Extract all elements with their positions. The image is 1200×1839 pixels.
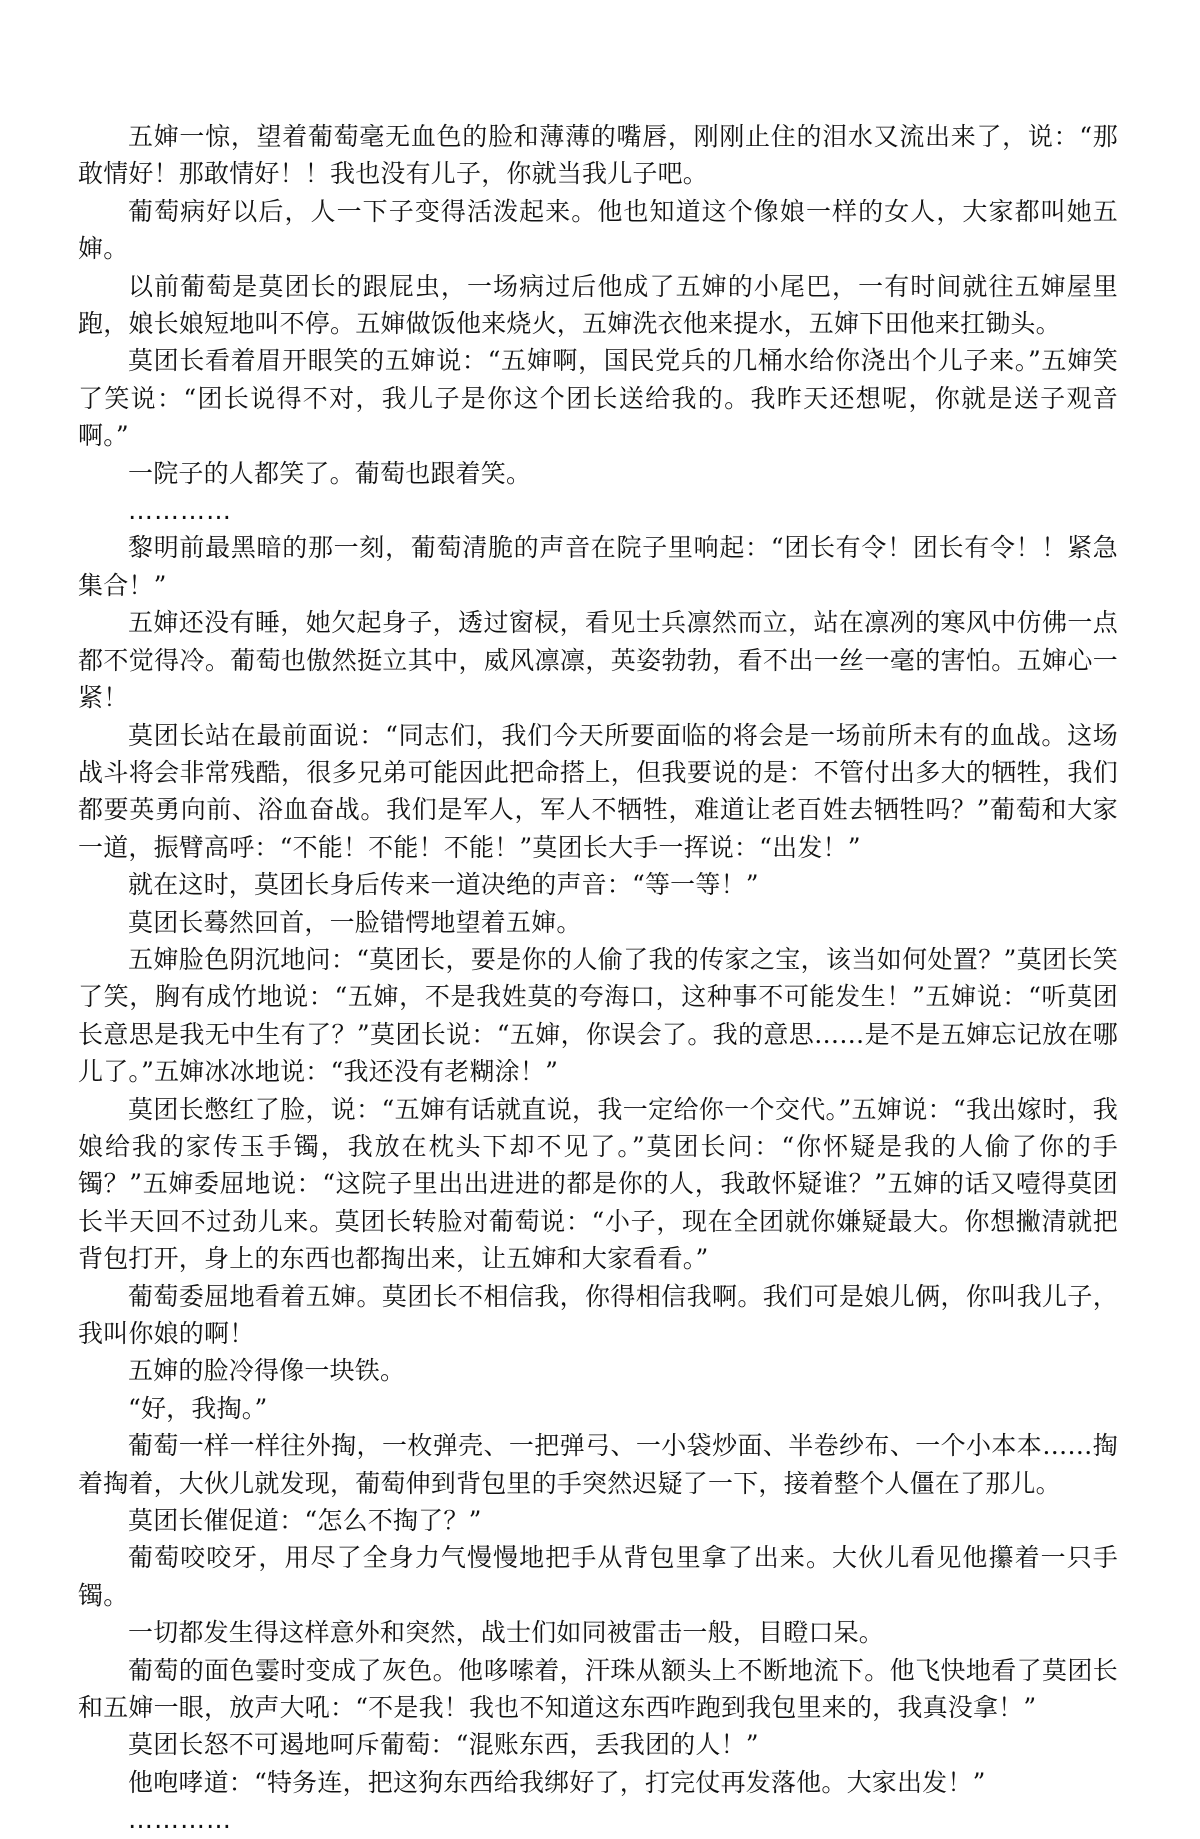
paragraph: 莫团长看着眉开眼笑的五婶说：“五婶啊，国民党兵的几桶水给你浇出个儿子来。”五婶笑了笑说：“团长说得不对，我儿子是你这个团长送给我的。我昨天还想呢，你就是送子观音啊。”: [78, 346, 1118, 451]
paragraph: 莫团长憋红了脸，说：“五婶有话就直说，我一定给你一个交代。”五婶说：“我出嫁时，我娘给我的家传玉手镯，我放在枕头下却不见了。”莫团长问：“你怀疑是我的人偷了你的手镯？”五婶委屈地说：“这院子里出出进进的都是你的人，我敢怀疑谁？”五婶的话又噎得莫团长半天回不过劲儿来。莫团长转脸对葡萄说：“小子，现在全团就你嫌疑最大。你想撇清就把背包打开，身上的东西也都掏出来，让五婶和大家看看。”: [78, 1094, 1118, 1274]
paragraph: 葡萄一样一样往外掏，一枚弹壳、一把弹弓、一小袋炒面、半卷纱布、一个小本本……掏着掏着，大伙儿就发现，葡萄伸到背包里的手突然迟疑了一下，接着整个人僵在了那儿。: [78, 1431, 1118, 1498]
paragraph: 就在这时，莫团长身后传来一道决绝的声音：“等一等！”: [128, 870, 759, 900]
paragraph: 莫团长站在最前面说：“同志们，我们今天所要面临的将会是一场前所未有的血战。这场战斗将会非常残酷，很多兄弟可能因此把命搭上，但我要说的是：不管付出多大的牺牲，我们都要英勇向前、浴血奋战。我们是军人，军人不牺牲，难道让老百姓去牺牲吗？”葡萄和大家一道，振臂高呼：“不能！不能！不能！”莫团长大手一挥说：“出发！”: [78, 720, 1118, 862]
paragraph: 葡萄的面色霎时变成了灰色。他哆嗦着，汗珠从额头上不断地流下。他飞快地看了莫团长和五婶一眼，放声大吼：“不是我！我也不知道这东西咋跑到我包里来的，我真没拿！”: [78, 1655, 1118, 1723]
document-page: [78, 118, 1118, 1839]
paragraph: 莫团长蓦然回首，一脸错愕地望着五婶。: [128, 907, 582, 937]
paragraph: 一切都发生得这样意外和突然，战士们如同被雷击一般，目瞪口呆。: [128, 1618, 885, 1648]
paragraph: 五婶还没有睡，她欠起身子，透过窗棂，看见士兵凛然而立，站在凛冽的寒风中仿佛一点都不觉得冷。葡萄也傲然挺立其中，威风凛凛，英姿勃勃，看不出一丝一毫的害怕。五婶心一紧！: [78, 608, 1118, 713]
paragraph: 一院子的人都笑了。葡萄也跟着笑。: [128, 458, 532, 488]
paragraph: 莫团长催促道：“怎么不掏了？”: [128, 1506, 482, 1536]
paragraph: 葡萄病好以后，人一下子变得活泼起来。他也知道这个像娘一样的女人，大家都叫她五婶。: [78, 196, 1118, 264]
paragraph: 葡萄委屈地看着五婶。莫团长不相信我，你得相信我啊。我们可是娘儿俩，你叫我儿子，我叫你娘的啊！: [78, 1281, 1118, 1348]
paragraph: 五婶的脸冷得像一块铁。: [128, 1356, 406, 1386]
paragraph: 黎明前最黑暗的那一刻，葡萄清脆的声音在院子里响起：“团长有令！团长有令！！紧急集合！”: [78, 533, 1118, 600]
section-break-ellipsis: …………: [128, 1805, 232, 1835]
section-break-ellipsis: …………: [128, 496, 232, 526]
paragraph: 莫团长怒不可遏地呵斥葡萄：“混账东西，丢我团的人！”: [128, 1730, 759, 1760]
paragraph: 以前葡萄是莫团长的跟屁虫，一场病过后他成了五婶的小尾巴，一有时间就往五婶屋里跑，娘长娘短地叫不停。五婶做饭他来烧火，五婶洗衣他来提水，五婶下田他来扛锄头。: [78, 271, 1118, 339]
paragraph: 五婶一惊，望着葡萄毫无血色的脸和薄薄的嘴唇，刚刚止住的泪水又流出来了，说：“那敢情好！那敢情好！！我也没有儿子，你就当我儿子吧。: [78, 122, 1118, 189]
paragraph: 他咆哮道：“特务连，把这狗东西给我绑好了，打完仗再发落他。大家出发！”: [128, 1767, 986, 1797]
paragraph: “好，我掏。”: [128, 1393, 268, 1423]
paragraph: 葡萄咬咬牙，用尽了全身力气慢慢地把手从背包里拿了出来。大伙儿看见他攥着一只手镯。: [78, 1543, 1118, 1610]
paragraph: 五婶脸色阴沉地问：“莫团长，要是你的人偷了我的传家之宝，该当如何处置？”莫团长笑了笑，胸有成竹地说：“五婶，不是我姓莫的夸海口，这种事不可能发生！”五婶说：“听莫团长意思是我无中生有了？”莫团长说：“五婶，你误会了。我的意思……是不是五婶忘记放在哪儿了。”五婶冰冰地说：“我还没有老糊涂！”: [78, 944, 1118, 1087]
